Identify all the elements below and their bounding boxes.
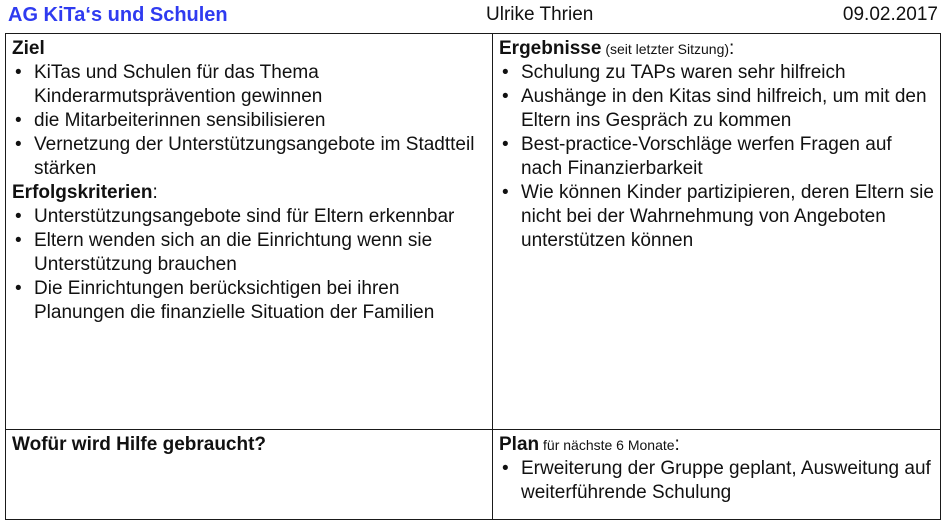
ergebnisse-note: (seit letzter Sitzung) <box>601 41 730 57</box>
list-item: • die Mitarbeiterinnen sensibilisieren <box>12 109 486 133</box>
content-table <box>5 33 941 520</box>
ergebnisse-list <box>499 61 934 253</box>
list-item: • KiTas und Schulen für das Thema Kinderarmutsprävention gewinnen <box>12 61 486 109</box>
list-item: • Schulung zu TAPs waren sehr hilfreich <box>499 61 934 85</box>
hilfe-cell <box>6 430 493 520</box>
ergebnisse-heading-row <box>499 37 934 61</box>
list-item: • Vernetzung der Unterstützungsangebote im Stadtteil stärken <box>12 133 486 181</box>
list-item: • Erweiterung der Gruppe geplant, Ausweitung auf weiterführende Schulung <box>499 457 934 505</box>
table-row <box>6 430 941 520</box>
list-item: • Wie können Kinder partizipieren, deren Eltern sie nicht bei der Wahrnehmung von Angeboten unterstützen können <box>499 181 934 253</box>
ergebnisse-cell <box>493 34 941 430</box>
erfolgskriterien-list <box>12 205 486 325</box>
plan-note: für nächste 6 Monate <box>539 437 675 453</box>
author-name: Ulrike Thrien <box>486 4 594 25</box>
heading-colon: : <box>729 38 735 59</box>
list-item: • Aushänge in den Kitas sind hilfreich, um mit den Eltern ins Gespräch zu kommen <box>499 85 934 133</box>
ergebnisse-heading: Ergebnisse <box>499 38 602 59</box>
ziel-cell <box>6 34 493 430</box>
plan-heading: Plan <box>499 434 540 455</box>
plan-cell <box>493 430 941 520</box>
document-title: AG KiTa‘s und Schulen <box>8 4 228 26</box>
erfolgskriterien-heading-row <box>12 181 486 205</box>
hilfe-heading: Wofür wird Hilfe gebraucht? <box>12 434 267 455</box>
list-item: • Best-practice-Vorschläge werfen Fragen auf nach Finanzierbarkeit <box>499 133 934 181</box>
list-item: • Eltern wenden sich an die Einrichtung wenn sie Unterstützung brauchen <box>12 229 486 277</box>
plan-heading-row <box>499 433 934 457</box>
heading-colon: : <box>152 182 158 203</box>
erfolgskriterien-heading: Erfolgskriterien <box>12 182 153 203</box>
table-row <box>6 34 941 430</box>
ziel-list <box>12 61 486 181</box>
ziel-heading: Ziel <box>12 38 45 59</box>
list-item: • Unterstützungsangebote sind für Eltern erkennbar <box>12 205 486 229</box>
document-date: 09.02.2017 <box>842 4 938 25</box>
heading-colon: : <box>674 434 680 455</box>
plan-list <box>499 457 934 505</box>
document-header <box>0 0 950 32</box>
list-item: • Die Einrichtungen berücksichtigen bei ihren Planungen die finanzielle Situation der Familien <box>12 277 486 325</box>
